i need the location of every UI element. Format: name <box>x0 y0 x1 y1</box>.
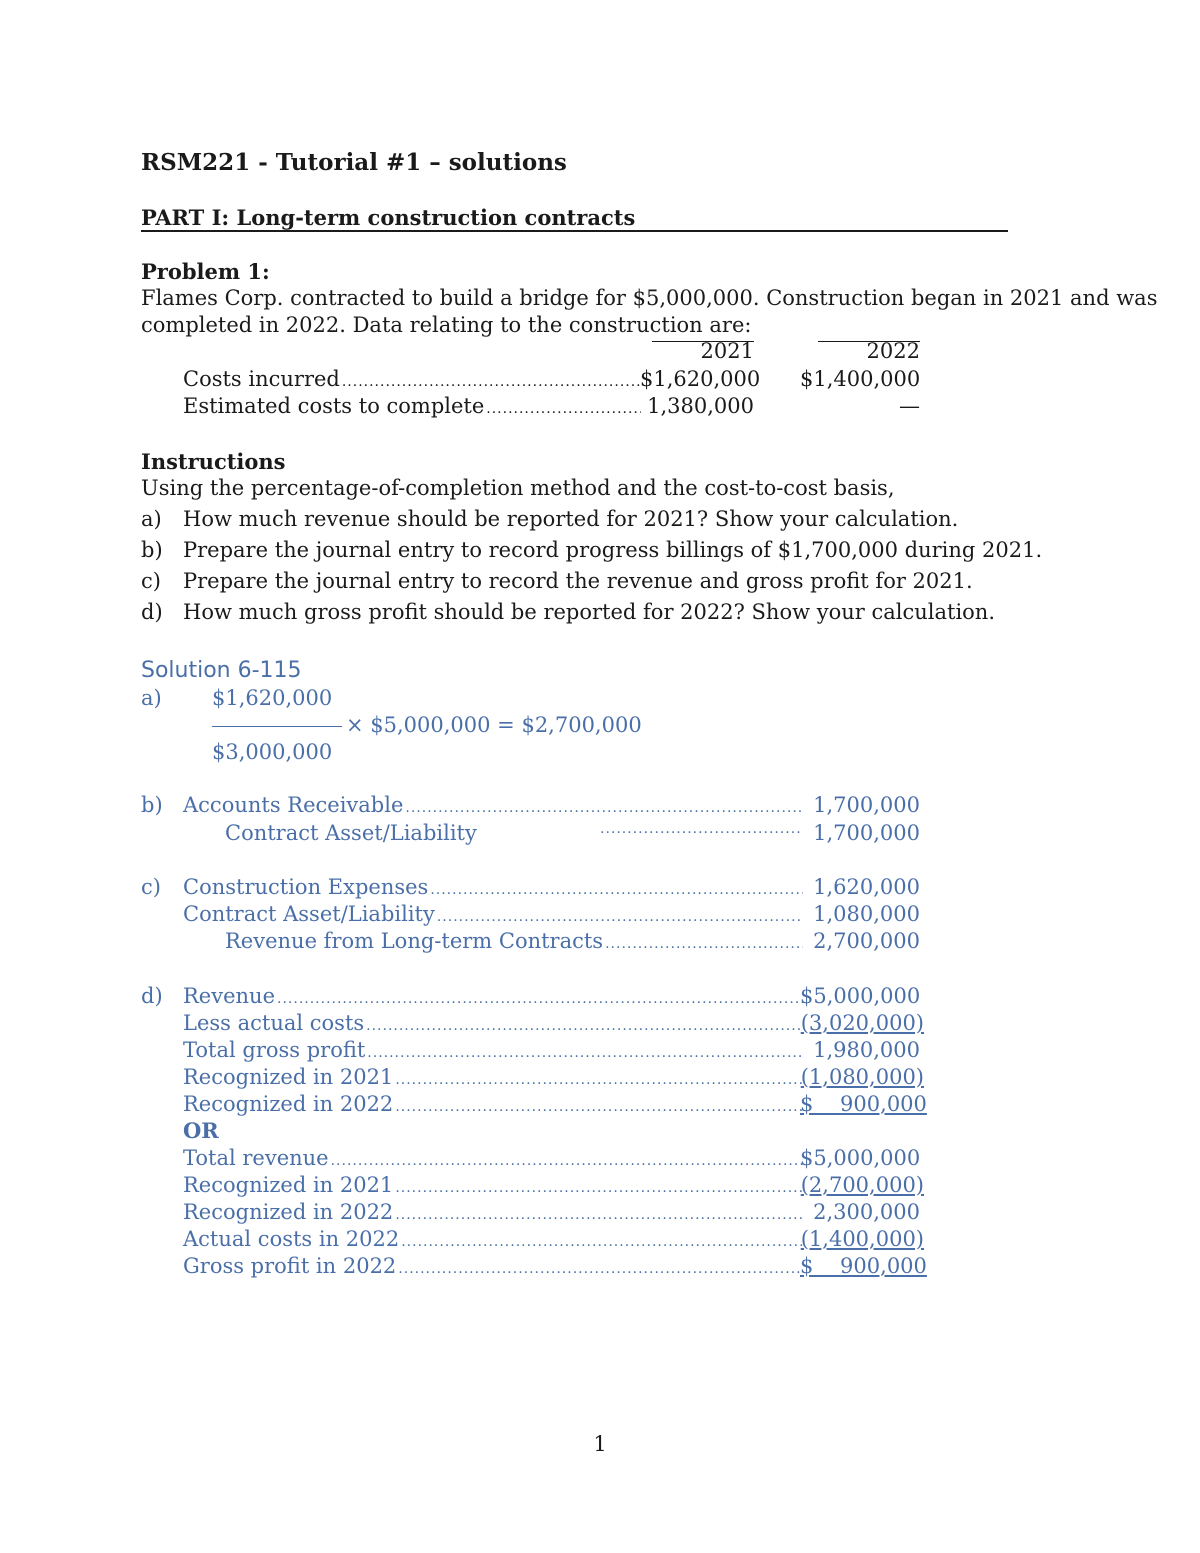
solution-d-row-1 <box>183 984 805 1012</box>
page-title: RSM221 - Tutorial #1 – solutions <box>141 149 567 176</box>
solution-d-row-3-label: Total gross profit <box>183 1038 366 1062</box>
instruction-d-text: How much gross profit should be reported for 2022? Show your calculation. <box>183 600 996 624</box>
solution-d2-row-3-label: Recognized in 2022 <box>183 1200 394 1224</box>
instruction-a-text: How much revenue should be reported for 2021? Show your calculation. <box>183 507 959 531</box>
solution-b-credit-label: Contract Asset/Liability <box>225 821 477 845</box>
costs-incurred-row <box>183 367 643 395</box>
solution-a-letter: a) <box>141 686 162 710</box>
estimated-costs-2022: — <box>899 394 920 418</box>
solution-c-row-1-label: Construction Expenses <box>183 875 429 899</box>
solution-d2-row-4-label: Actual costs in 2022 <box>183 1227 400 1251</box>
solution-c-row-3 <box>225 929 805 957</box>
col-header-2022-text: 2022 <box>866 339 920 363</box>
solution-d2-row-5-amount: $ 900,000 <box>800 1254 927 1278</box>
solution-b-debit-amount: 1,700,000 <box>813 793 920 817</box>
solution-d-row-5-label: Recognized in 2022 <box>183 1092 394 1116</box>
solution-d-row-4-amount: (1,080,000) <box>800 1065 924 1089</box>
solution-d-row-1-label: Revenue <box>183 984 276 1008</box>
solution-c-letter: c) <box>141 875 161 899</box>
solution-c-row-1-amount: 1,620,000 <box>813 875 920 899</box>
solution-d2-row-2 <box>183 1173 805 1201</box>
solution-d2-row-2-label: Recognized in 2021 <box>183 1173 394 1197</box>
part-heading <box>141 205 1008 232</box>
estimated-costs-2021: 1,380,000 <box>647 394 754 418</box>
solution-d-row-5 <box>183 1092 805 1120</box>
instruction-d-letter: d) <box>141 600 163 624</box>
solution-d-row-2-amount: (3,020,000) <box>800 1011 924 1035</box>
costs-incurred-2022: $1,400,000 <box>800 367 921 391</box>
solution-a-result: × $5,000,000 = $2,700,000 <box>346 713 642 737</box>
solution-d-row-4-label: Recognized in 2021 <box>183 1065 394 1089</box>
solution-d2-row-5 <box>183 1254 805 1282</box>
solution-b-row-debit <box>183 793 805 821</box>
solution-d-letter: d) <box>141 984 163 1008</box>
solution-a-numerator: $1,620,000 <box>212 686 333 710</box>
col-header-2022-underline <box>818 341 920 342</box>
solution-or-label: OR <box>183 1118 219 1143</box>
problem-heading: Problem 1: <box>141 259 270 284</box>
solution-d-row-3 <box>183 1038 805 1066</box>
solution-d-row-3-amount: 1,980,000 <box>813 1038 920 1062</box>
page-number: 1 <box>593 1432 607 1456</box>
instruction-a-letter: a) <box>141 507 162 531</box>
solution-b-debit-label: Accounts Receivable <box>183 793 404 817</box>
solution-d2-row-1-label: Total revenue <box>183 1146 329 1170</box>
solution-d-row-2 <box>183 1011 805 1039</box>
solution-d2-row-1 <box>183 1146 805 1174</box>
instructions-intro: Using the percentage-of-completion method and the cost-to-cost basis, <box>141 476 895 500</box>
solution-d-row-5-amount: $ 900,000 <box>800 1092 927 1116</box>
col-header-2021-underline <box>652 341 754 342</box>
estimated-costs-label: Estimated costs to complete <box>183 394 485 418</box>
solution-d-row-4 <box>183 1065 805 1093</box>
solution-d-row-2-label: Less actual costs <box>183 1011 365 1035</box>
solution-a-denominator: $3,000,000 <box>212 740 333 764</box>
instruction-c-letter: c) <box>141 569 161 593</box>
col-header-2021 <box>652 339 754 363</box>
solution-b-credit-dots <box>598 821 805 849</box>
solution-heading: Solution 6-115 <box>141 658 302 683</box>
instruction-b-text: Prepare the journal entry to record progress billings of $1,700,000 during 2021. <box>183 538 1043 562</box>
solution-c-row-2-label: Contract Asset/Liability <box>183 902 435 926</box>
solution-c-row-2 <box>183 902 805 930</box>
solution-d2-row-2-amount: (2,700,000) <box>800 1173 924 1197</box>
solution-d2-row-4-amount: (1,400,000) <box>800 1227 924 1251</box>
instruction-b-letter: b) <box>141 538 163 562</box>
solution-c-row-2-amount: 1,080,000 <box>813 902 920 926</box>
estimated-costs-row <box>183 394 643 422</box>
solution-d2-row-1-amount: $5,000,000 <box>800 1146 921 1170</box>
solution-a-fraction-bar <box>212 726 342 727</box>
col-header-2022 <box>818 339 920 363</box>
solution-d2-row-3-amount: 2,300,000 <box>813 1200 920 1224</box>
col-header-2021-text: 2021 <box>700 339 754 363</box>
solution-b-credit-amount: 1,700,000 <box>813 821 920 845</box>
problem-text-line1: Flames Corp. contracted to build a bridge for $5,000,000. Construction began in 2021 and was <box>141 286 1158 310</box>
solution-d2-row-3 <box>183 1200 805 1228</box>
solution-b-letter: b) <box>141 793 163 817</box>
costs-incurred-2021: $1,620,000 <box>640 367 761 391</box>
solution-d2-row-5-label: Gross profit in 2022 <box>183 1254 397 1278</box>
problem-text-line2: completed in 2022. Data relating to the construction are: <box>141 313 752 337</box>
instruction-c-text: Prepare the journal entry to record the revenue and gross profit for 2021. <box>183 569 973 593</box>
instructions-heading: Instructions <box>141 449 286 474</box>
part-heading-text: PART I: Long-term construction contracts <box>141 205 636 230</box>
solution-d-row-1-amount: $5,000,000 <box>800 984 921 1008</box>
solution-c-row-3-label: Revenue from Long-term Contracts <box>225 929 604 953</box>
solution-d2-row-4 <box>183 1227 805 1255</box>
solution-c-row-3-amount: 2,700,000 <box>813 929 920 953</box>
costs-incurred-label: Costs incurred <box>183 367 340 391</box>
solution-c-row-1 <box>183 875 805 903</box>
